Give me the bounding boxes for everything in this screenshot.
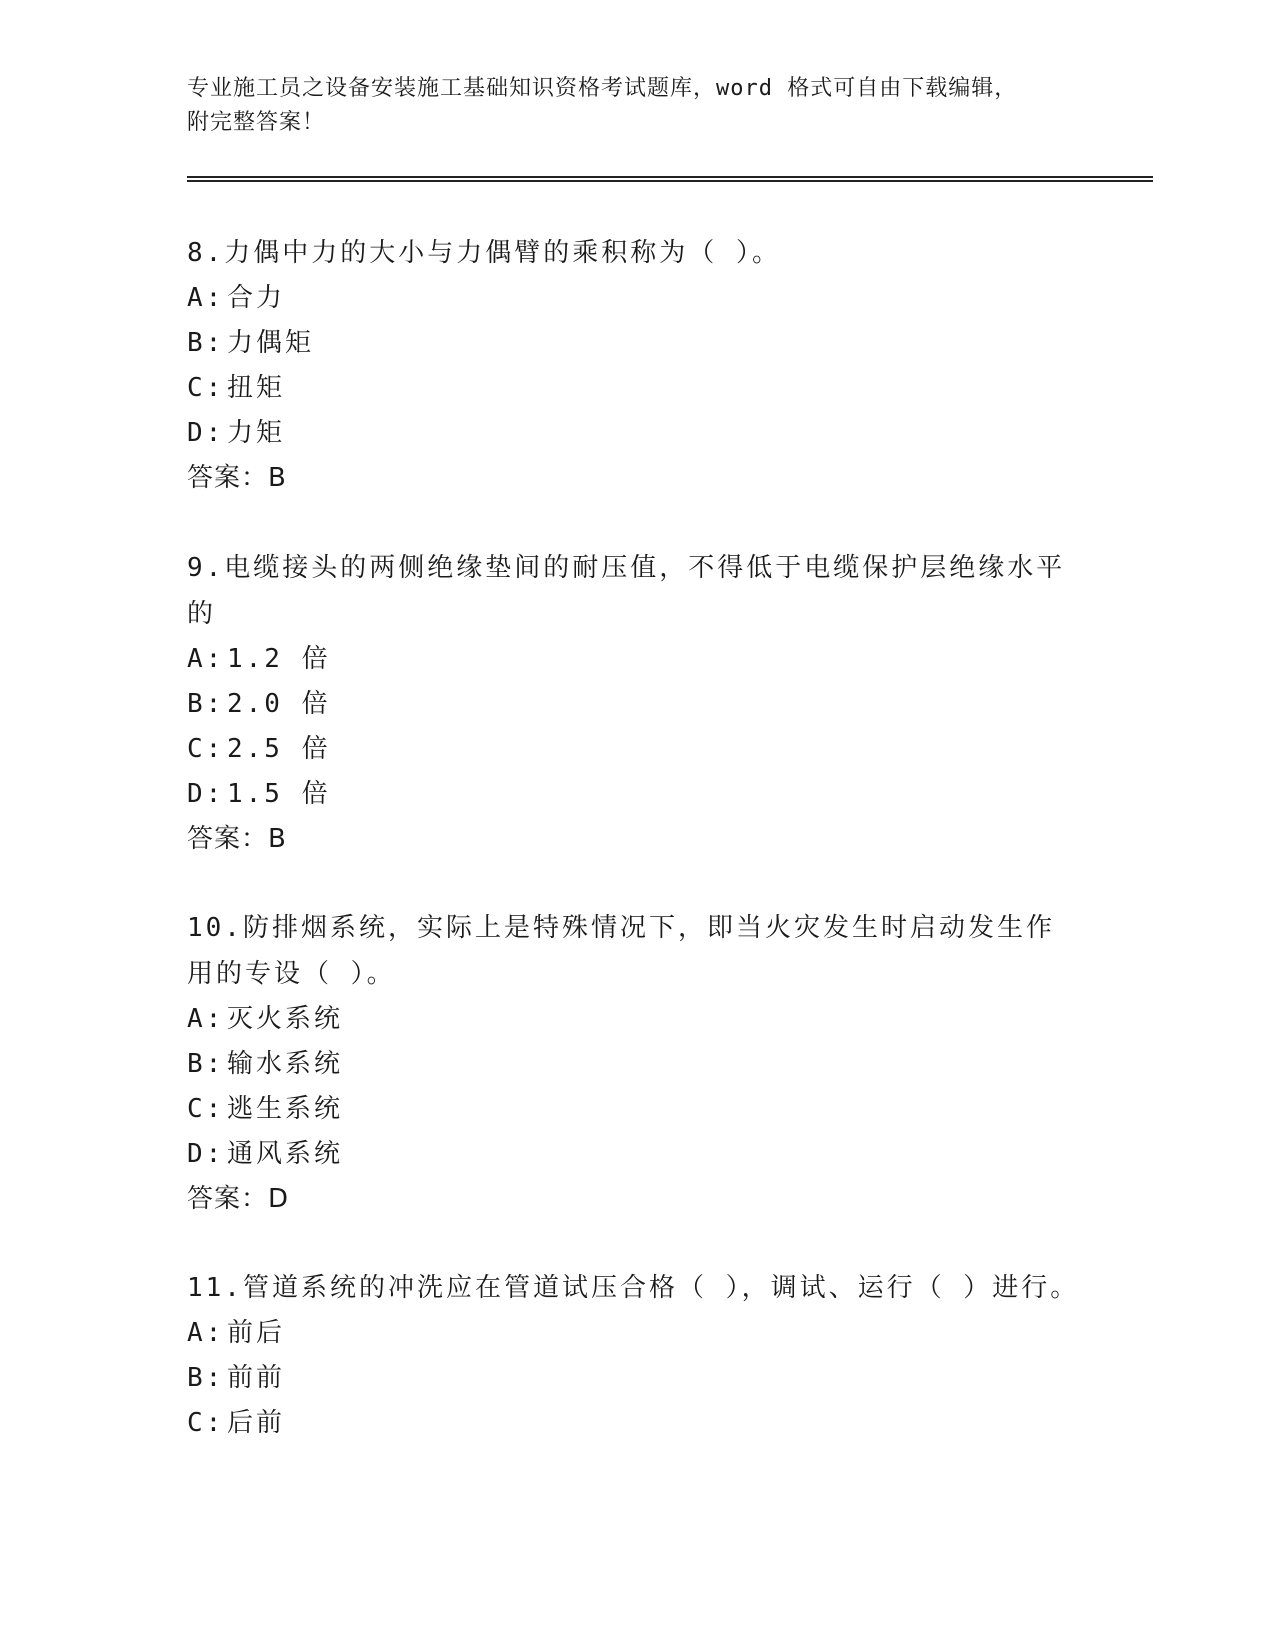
option-text: 前前 [227,1363,286,1393]
option-c [187,1087,1067,1132]
option-letter: C: [187,1094,225,1124]
option-a [187,276,1087,321]
option-letter: D: [187,779,225,809]
answer-line: 答案：B [187,824,287,854]
question-stem: 9.电缆接头的两侧绝缘垫间的耐压值，不得低于电缆保护层绝缘水平的 [187,553,1066,629]
option-letter: A: [187,1004,225,1034]
option-text: 逃生系统 [227,1094,344,1124]
option-letter: B: [187,1049,225,1079]
option-text: 力偶矩 [227,328,315,358]
option-b [187,682,1067,727]
option-letter: D: [187,418,225,448]
question-9 [187,545,1067,862]
option-d [187,411,1087,456]
option-a [187,1311,1087,1356]
option-letter: C: [187,734,225,764]
option-text: 1.2 倍 [227,644,331,674]
question-10 [187,905,1067,1222]
option-text: 输水系统 [227,1049,344,1079]
option-text: 合力 [227,283,286,313]
option-letter: A: [187,1318,225,1348]
option-text: 力矩 [227,418,286,448]
option-text: 前后 [227,1318,286,1348]
option-letter: D: [187,1139,225,1169]
option-letter: B: [187,328,225,358]
answer-line: 答案：B [187,463,287,493]
option-text: 2.5 倍 [227,734,331,764]
question-stem: 10.防排烟系统，实际上是特殊情况下，即当火灾发生时启动发生作用的专设（ ）。 [187,913,1055,989]
question-8 [187,230,1087,501]
answer-line: 答案：D [187,1184,290,1214]
option-text: 扭矩 [227,373,286,403]
option-c [187,1401,1087,1446]
question-stem: 8.力偶中力的大小与力偶臂的乘积称为（ ）。 [187,238,781,268]
option-c [187,366,1087,411]
option-d [187,772,1067,817]
option-text: 1.5 倍 [227,779,331,809]
option-b [187,1356,1087,1401]
question-stem: 11.管道系统的冲洗应在管道试压合格（ ），调试、运行（ ）进行。 [187,1273,1080,1303]
option-a [187,637,1067,682]
question-11 [187,1265,1087,1446]
option-letter: C: [187,1408,225,1438]
option-letter: A: [187,283,225,313]
header-line-2: 附完整答案！ [187,110,326,135]
option-d [187,1132,1067,1177]
option-text: 通风系统 [227,1139,344,1169]
option-b [187,321,1087,366]
option-text: 后前 [227,1408,286,1438]
option-b [187,1042,1067,1087]
option-a [187,997,1067,1042]
document-header [187,72,1067,140]
option-text: 2.0 倍 [227,689,331,719]
option-letter: C: [187,373,225,403]
option-letter: B: [187,1363,225,1393]
header-divider [187,176,1153,182]
option-c [187,727,1067,772]
header-line-1: 专业施工员之设备安装施工基础知识资格考试题库，word 格式可自由下载编辑， [187,76,1018,101]
option-text: 灭火系统 [227,1004,344,1034]
option-letter: A: [187,644,225,674]
option-letter: B: [187,689,225,719]
